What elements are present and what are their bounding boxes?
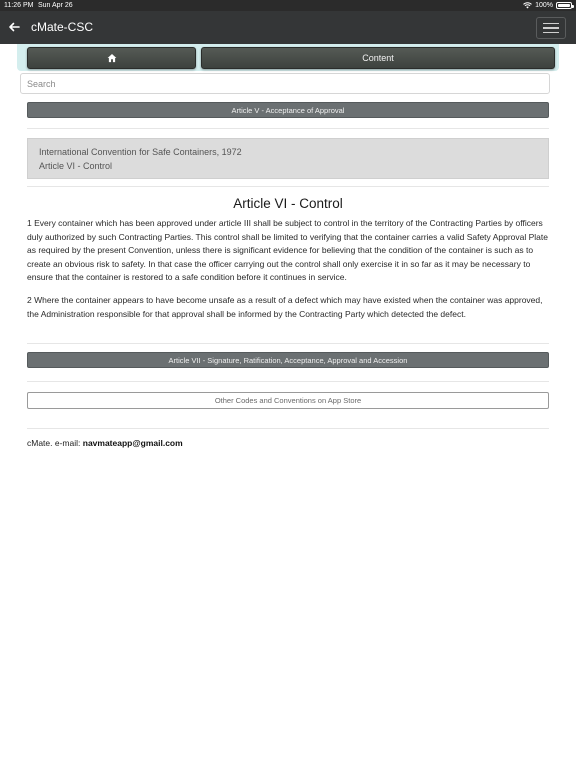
app-title: cMate-CSC bbox=[31, 20, 94, 34]
nav-bar bbox=[0, 11, 576, 44]
article-paragraph-2: 2 Where the container appears to have become unsafe as a result of a defect which may have existed when the container was approved, the Administration responsible for that approval shall be informed by the Contracting Party which detected the defect. bbox=[27, 295, 543, 319]
status-bar bbox=[0, 0, 576, 11]
hamburger-menu-icon-bar bbox=[543, 23, 559, 25]
content-button[interactable]: Content bbox=[201, 47, 555, 69]
toolbar bbox=[17, 44, 559, 71]
home-icon bbox=[107, 53, 117, 63]
hamburger-menu-icon-bar bbox=[543, 32, 559, 34]
contact-email-link[interactable]: navmateapp@gmail.com bbox=[82, 438, 183, 448]
wifi-icon bbox=[523, 2, 532, 9]
battery-icon bbox=[556, 2, 572, 9]
home-button[interactable] bbox=[27, 47, 196, 69]
divider bbox=[27, 381, 549, 382]
divider bbox=[27, 428, 549, 429]
article-breadcrumb: Article VI - Control bbox=[39, 161, 113, 171]
arrow-left-icon[interactable] bbox=[6, 19, 22, 35]
hamburger-menu-button[interactable] bbox=[536, 17, 566, 39]
article-header-box bbox=[27, 138, 549, 179]
status-indicators bbox=[523, 0, 572, 11]
next-article-button[interactable]: Article VII - Signature, Ratification, Acceptance, Approval and Accession bbox=[27, 352, 549, 368]
convention-name: International Convention for Safe Containers, 1972 bbox=[39, 147, 242, 157]
previous-article-button[interactable]: Article V - Acceptance of Approval bbox=[27, 102, 549, 118]
battery-percent: 100% bbox=[535, 2, 553, 9]
contact-prefix: cMate. e-mail: bbox=[27, 438, 83, 448]
hamburger-menu-icon-bar bbox=[543, 27, 559, 29]
search-input[interactable] bbox=[20, 73, 550, 94]
divider bbox=[27, 186, 549, 187]
divider bbox=[27, 343, 549, 344]
article-title: Article VI - Control bbox=[233, 196, 343, 211]
status-date: Sun Apr 26 bbox=[38, 2, 73, 9]
status-time: 11:26 PM bbox=[4, 2, 34, 9]
article-paragraph-1: 1 Every container which has been approved under article III shall be subject to control in the territory of the Contracting Parties by officers duly authorized by such Contracting Parties. This control shall be limited to verifying that the container carries a valid Safety Approval Plate as required by the present Convention, unless there is significant evidence for believing that the condition of the container is such as to create an obvious risk to safety. In that case the officer carrying out the control shall only exercise it in so far as it may be necessary to ensure that the container is restored to a safe condition before it continues in service. bbox=[27, 218, 548, 282]
contact-line bbox=[27, 438, 183, 448]
divider bbox=[27, 128, 549, 129]
app-store-link-button[interactable]: Other Codes and Conventions on App Store bbox=[27, 392, 549, 409]
